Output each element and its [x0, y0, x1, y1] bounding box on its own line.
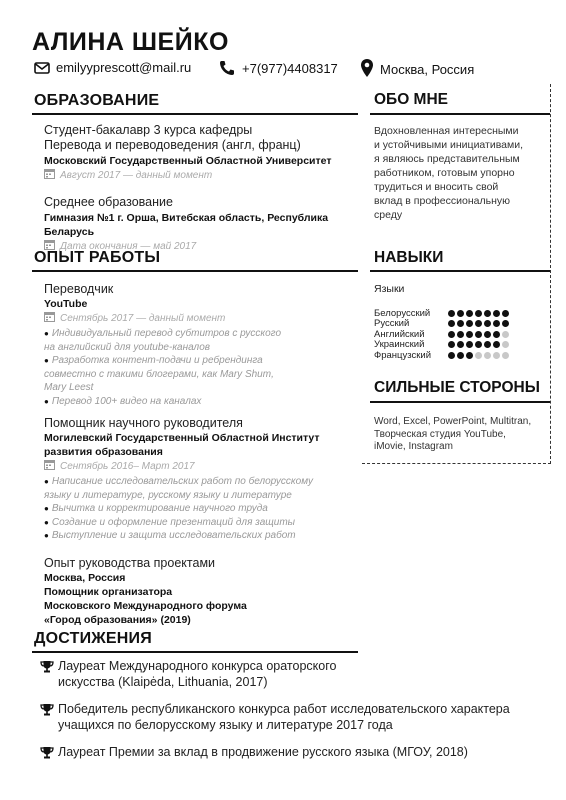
job-date — [44, 311, 356, 327]
about-divider — [370, 113, 550, 115]
language-row — [374, 340, 549, 351]
achievements-heading: ДОСТИЖЕНИЯ — [34, 630, 152, 647]
language-level — [448, 331, 509, 338]
level-dot — [502, 352, 509, 359]
language-row — [374, 350, 549, 361]
contact-phone[interactable] — [218, 60, 338, 76]
level-dot — [502, 341, 509, 348]
phone-icon — [218, 60, 236, 76]
level-dot — [493, 341, 500, 348]
experience-heading: ОПЫТ РАБОТЫ — [34, 249, 161, 266]
experience-divider — [32, 270, 358, 272]
achievement-item — [40, 701, 540, 733]
trophy-icon — [40, 746, 54, 763]
job-detail-line: Московского Международного форума — [44, 600, 247, 612]
skills-heading: НАВЫКИ — [374, 249, 444, 266]
achievement-line: Лауреат Международного конкурса ораторского — [58, 659, 337, 673]
education-degree-line2: Перевода и переводоведения (англ, франц) — [44, 138, 301, 152]
candidate-name: АЛИНА ШЕЙКО — [32, 28, 229, 56]
job-bullet: ● Перевод 100+ видео на каналах — [44, 395, 202, 407]
job-detail-line: Москва, Россия — [44, 572, 126, 584]
phone-text: +7(977)4408317 — [242, 60, 338, 76]
calendar-icon — [44, 459, 55, 475]
level-dot — [448, 320, 455, 327]
language-level — [448, 320, 509, 327]
level-dot — [448, 341, 455, 348]
level-dot — [493, 352, 500, 359]
level-dot — [493, 320, 500, 327]
job-date — [44, 459, 356, 475]
skills-divider — [370, 270, 550, 272]
job-role: Опыт руководства проектами — [44, 556, 216, 570]
about-heading: ОБО МНЕ — [374, 91, 449, 108]
education-date-text: Август 2017 — данный момент — [60, 170, 213, 181]
job-item — [44, 556, 356, 627]
education-item — [44, 195, 356, 255]
level-dot — [466, 331, 473, 338]
level-dot — [484, 331, 491, 338]
level-dot — [475, 310, 482, 317]
contact-location — [360, 58, 474, 78]
map-pin-icon — [360, 58, 374, 78]
language-name: Английский — [374, 328, 425, 340]
strengths-divider — [370, 401, 550, 403]
level-dot — [484, 310, 491, 317]
location-text: Москва, Россия — [380, 61, 475, 77]
level-dot — [466, 341, 473, 348]
achievement-item — [40, 658, 540, 690]
level-dot — [475, 352, 482, 359]
achievements-list — [40, 658, 540, 763]
level-dot — [475, 331, 482, 338]
job-organization: YouTube — [44, 298, 88, 310]
mail-icon — [34, 62, 50, 74]
job-detail-line: Помощник организатора — [44, 586, 173, 598]
language-name: Украинский — [374, 339, 425, 351]
language-level — [448, 341, 509, 348]
language-level — [448, 352, 509, 359]
education-date-text: Дата окончания — май 2017 — [60, 241, 197, 252]
languages-subtitle: Языки — [374, 283, 405, 295]
achievement-line: искусства (Klaipėda, Lithuania, 2017) — [58, 675, 268, 689]
level-dot — [493, 331, 500, 338]
job-bullet: ● Выступление и защита исследовательских работ — [44, 530, 296, 541]
job-bullet: ● Написание исследовательских работ по белорусскому языку и литературе, русскому языку и литературе — [44, 476, 313, 501]
level-dot — [448, 331, 455, 338]
education-degree-line1: Среднее образование — [44, 195, 173, 209]
level-dot — [448, 310, 455, 317]
calendar-icon — [44, 311, 55, 327]
job-organization-line2: развития образования — [44, 446, 163, 458]
job-detail-line: «Город образования» (2019) — [44, 614, 191, 626]
job-bullet: ● Индивидуальный перевод субтитров с русского на английский для youtube-каналов — [44, 328, 282, 353]
level-dot — [457, 320, 464, 327]
level-dot — [475, 320, 482, 327]
calendar-icon — [44, 168, 55, 184]
level-dot — [484, 352, 491, 359]
level-dot — [502, 320, 509, 327]
job-item — [44, 282, 356, 408]
education-degree-line1: Студент-бакалавр 3 курса кафедры — [44, 123, 253, 137]
achievements-divider — [32, 651, 358, 653]
job-date-text: Сентябрь 2016– Март 2017 — [60, 461, 195, 472]
strengths-heading: СИЛЬНЫЕ СТОРОНЫ — [374, 379, 540, 396]
job-role: Переводчик — [44, 282, 114, 296]
education-date — [44, 168, 356, 184]
level-dot — [466, 320, 473, 327]
achievement-item — [40, 744, 540, 763]
level-dot — [457, 341, 464, 348]
trophy-icon — [40, 703, 54, 720]
language-row — [374, 308, 549, 319]
email-text: emilyyprescott@mail.ru — [56, 60, 192, 75]
trophy-icon — [40, 660, 54, 677]
job-role: Помощник научного руководителя — [44, 416, 243, 430]
education-heading: ОБРАЗОВАНИЕ — [34, 92, 160, 109]
language-row — [374, 329, 549, 340]
language-name: Русский — [374, 318, 410, 330]
level-dot — [466, 310, 473, 317]
achievement-line: учащихся по белорусскому языку и литературе 2017 года — [58, 718, 393, 732]
level-dot — [484, 320, 491, 327]
job-bullet: ● Создание и оформление презентаций для защиты — [44, 516, 296, 528]
level-dot — [448, 352, 455, 359]
level-dot — [457, 331, 464, 338]
education-divider — [32, 113, 358, 115]
job-item — [44, 416, 356, 543]
contact-email[interactable] — [34, 60, 191, 75]
languages-list — [374, 308, 549, 361]
achievement-line: Лауреат Премии за вклад в продвижение русского языка (МГОУ, 2018) — [58, 745, 468, 759]
level-dot — [502, 331, 509, 338]
level-dot — [457, 352, 464, 359]
job-organization: Могилевский Государственный Областной Институт — [44, 432, 320, 444]
job-date-text: Сентябрь 2017 — данный момент — [60, 313, 226, 324]
level-dot — [502, 310, 509, 317]
education-item — [44, 123, 356, 184]
level-dot — [466, 352, 473, 359]
job-bullet: ● Разработка контент-подачи и ребрендинга совместно с такими блогерами, как Mary Shum, Mary Leest — [44, 355, 274, 393]
language-name: Белорусский — [374, 307, 431, 319]
language-row — [374, 319, 549, 330]
achievement-line: Победитель республиканского конкурса работ исследовательского характера — [58, 702, 510, 716]
level-dot — [493, 310, 500, 317]
level-dot — [457, 310, 464, 317]
language-level — [448, 310, 509, 317]
education-institution: Гимназия №1 г. Орша, Витебская область, Республика Беларусь — [44, 212, 329, 238]
education-institution: Московский Государственный Областной Университет — [44, 155, 332, 167]
level-dot — [484, 341, 491, 348]
job-bullet: ● Вычитка и корректирование научного труда — [44, 503, 268, 514]
level-dot — [475, 341, 482, 348]
about-text: Вдохновленная интересными и устойчивыми инициативами, я являюсь представительным работником, готовым упорно трудиться и вносить свой вклад в профессиональную среду — [374, 125, 524, 221]
language-name: Французский — [374, 349, 431, 361]
strengths-text: Word, Excel, PowerPoint, Multitran, Творческая студия YouTube, iMovie, Instagram — [374, 416, 532, 452]
